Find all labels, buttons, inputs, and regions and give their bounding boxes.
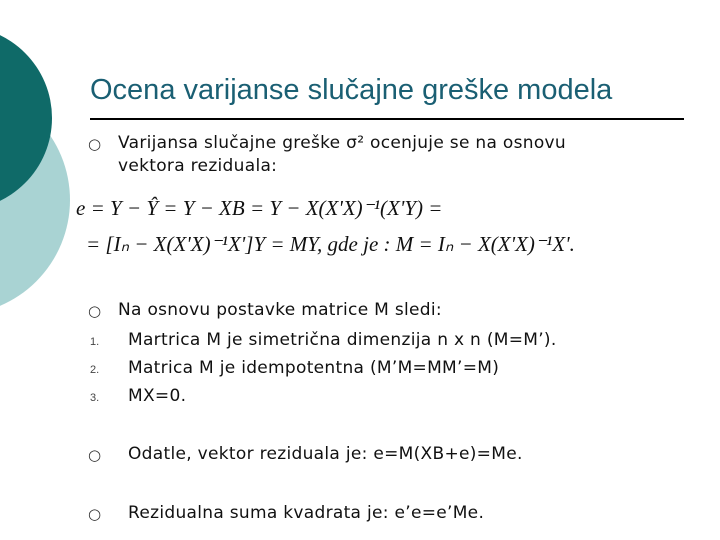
property-item: Matrica M je idempotentna (M’M=MM’=M) xyxy=(128,358,500,378)
properties-intro: Na osnovu postavke matrice M sledi: xyxy=(118,300,442,320)
rss-text: Rezidualna suma kvadrata je: e’e=e’Me. xyxy=(128,503,485,523)
decorative-circles xyxy=(0,0,90,540)
residual-vector-text: Odatle, vektor reziduala je: e=M(XB+e)=Me. xyxy=(128,444,523,464)
slide-title: Ocena varijanse slučajne greške modela xyxy=(90,74,613,106)
residual-formula-line-1: e = Y − Ŷ = Y − XB = Y − X(X'X)⁻¹(X'Y) = xyxy=(76,196,443,220)
bullet-icon: ○ xyxy=(88,135,102,153)
intro-line-1: Varijansa slučajne greške σ² ocenjuje se na osnovu xyxy=(118,133,566,153)
property-item: Martrica M je simetrična dimenzija n x n (M=M’). xyxy=(128,330,557,350)
list-number: 3. xyxy=(90,392,100,404)
title-underline xyxy=(90,118,684,120)
bullet-icon: ○ xyxy=(88,302,102,320)
bullet-icon: ○ xyxy=(88,446,102,464)
bullet-icon: ○ xyxy=(88,505,102,523)
list-number: 2. xyxy=(90,364,100,376)
list-number: 1. xyxy=(90,336,100,348)
intro-line-2: vektora reziduala: xyxy=(118,156,278,176)
property-item: MX=0. xyxy=(128,386,187,406)
residual-formula-line-2: = [Iₙ − X(X'X)⁻¹X']Y = MY, gde je : M = Iₙ − X(X'X)⁻¹X'. xyxy=(86,232,575,256)
